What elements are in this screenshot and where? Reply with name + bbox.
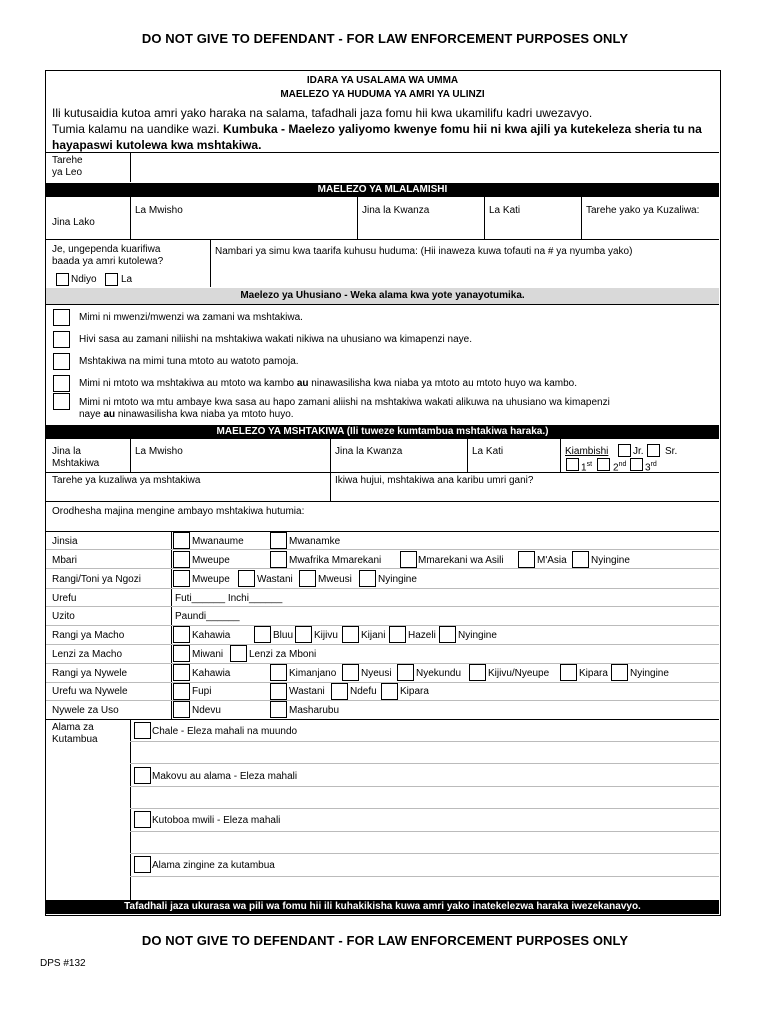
eye-gray-label: Kijivu [314,630,338,641]
hair-red-checkbox[interactable] [397,664,414,681]
complainant-first-name-field[interactable]: Jina la Kwanza [362,205,430,216]
tattoo-description-field[interactable] [132,743,717,763]
skin-other-checkbox[interactable] [359,570,376,587]
service-title: MAELEZO YA HUDUMA YA AMRI YA ULINZI [280,89,485,100]
race-african-american-label: Mwafrika Mmarekani [289,555,382,566]
eye-green-label: Kijani [361,630,386,641]
race-other-label: Nyingine [591,555,630,566]
complainant-section-title: MAELEZO YA MLALAMISHI [46,183,719,197]
eye-brown-checkbox[interactable] [173,626,190,643]
tattoo-checkbox[interactable] [134,722,151,739]
skin-label: Rangi/Toni ya Ngozi [52,574,141,585]
weight-label: Uzito [52,611,75,622]
eye-color-label: Rangi ya Macho [52,630,125,641]
hair-short-checkbox[interactable] [173,683,190,700]
hair-long-checkbox[interactable] [331,683,348,700]
intro-note: Kumbuka - Maelezo yaliyomo kwenye fomu hii ni kwa ajili ya kutekeleza sheria tu na hayapaswi kutolewa kwa mshtakiwa. [52,122,702,152]
contacts-checkbox[interactable] [230,645,247,662]
rel-spouse-label: Mimi ni mwenzi/mwenzi wa zamani wa mshtakiwa. [79,312,303,323]
hair-red-label: Nyekundu [416,668,462,679]
rel-lived-together-checkbox[interactable] [53,331,70,348]
hair-color-label: Rangi ya Nywele [52,668,128,679]
piercing-label: Kutoboa mwili - Eleza mahali [152,815,281,826]
hair-black-checkbox[interactable] [342,664,359,681]
race-white-checkbox[interactable] [173,551,190,568]
eye-other-label: Nyingine [458,630,497,641]
defendant-age-field[interactable]: Ikiwa hujui, mshtakiwa ana karibu umri gani? [335,475,534,486]
race-label: Mbari [52,555,78,566]
skin-medium-checkbox[interactable] [238,570,255,587]
glasses-checkbox[interactable] [173,645,190,662]
eye-green-checkbox[interactable] [342,626,359,643]
rel-child-of-defendant-checkbox[interactable] [53,375,70,392]
gender-label: Jinsia [52,536,78,547]
eye-hazel-checkbox[interactable] [389,626,406,643]
defendant-section-title: MAELEZO YA MSHTAKIWA (Ili tuweze kumtambua mshtakiwa haraka.) [46,425,719,439]
suffix-label: Kiambishi [565,446,609,457]
scars-description-field[interactable] [132,788,717,808]
other-marks-label: Alama zingine za kutambua [152,860,275,871]
intro-text-1: Ili kutusaidia kutoa amri yako haraka na salama, tafadhali jaza fomu hii kwa ukamilifu kadri uwezavyo. [52,106,593,120]
gender-male-checkbox[interactable] [173,532,190,549]
race-asian-label: M'Asia [537,555,567,566]
aliases-field[interactable]: Orodhesha majina mengine ambayo mshtakiwa hutumia: [52,506,305,517]
notify-no-label: La [121,274,133,285]
hair-blond-label: Kimanjano [289,668,337,679]
skin-light-checkbox[interactable] [173,570,190,587]
rel-child-in-common-label: Mshtakiwa na mimi tuna mtoto au watoto pamoja. [79,356,299,367]
race-white-label: Mweupe [192,555,230,566]
facial-hair-label: Nywele za Uso [52,705,119,716]
piercing-description-field[interactable] [132,833,717,853]
suffix-jr-checkbox[interactable] [618,444,631,457]
rel-spouse-checkbox[interactable] [53,309,70,326]
suffix-first-label: 1st [581,461,593,474]
gender-female-checkbox[interactable] [270,532,287,549]
race-asian-checkbox[interactable] [518,551,535,568]
hair-bald-checkbox[interactable] [560,664,577,681]
notify-no-checkbox[interactable] [105,273,118,286]
rel-child-of-defendant-label: Mimi ni mtoto wa mshtakiwa au mtoto wa kambo au ninawasilisha kwa niaba ya mtoto au mtoto huyo wa kambo. [79,378,578,389]
hair-blond-checkbox[interactable] [270,664,287,681]
suffix-second-label: 2nd [613,461,627,474]
rel-child-of-partner-checkbox[interactable] [53,393,70,410]
glasses-label: Miwani [192,649,224,660]
identifying-marks-label: Alama za Kutambua [52,722,98,745]
form [45,70,721,916]
rel-child-in-common-checkbox[interactable] [53,353,70,370]
phone-field[interactable]: Nambari ya simu kwa taarifa kuhusu huduma: (Hii inaweza kuwa tofauti na # ya nyumba yako) [215,246,633,257]
date-today-field[interactable] [132,154,717,180]
tattoo-label: Chale - Eleza mahali na muundo [152,726,298,737]
height-label: Urefu [52,593,77,604]
eye-gray-checkbox[interactable] [295,626,312,643]
skin-dark-checkbox[interactable] [299,570,316,587]
height-field[interactable]: Futi______ Inchi______ [175,593,283,604]
suffix-third-checkbox[interactable] [630,458,643,471]
race-african-american-checkbox[interactable] [270,551,287,568]
weight-field[interactable]: Paundi______ [175,611,240,622]
notify-yes-checkbox[interactable] [56,273,69,286]
defendant-middle-name-field[interactable]: La Kati [472,446,504,457]
eye-other-checkbox[interactable] [439,626,456,643]
defendant-last-name-field[interactable]: La Mwisho [135,446,183,457]
complainant-dob-field[interactable]: Tarehe yako ya Kuzaliwa: [586,205,700,216]
notify-label: Je, ungependa kuarifiwa baada ya amri kutolewa? [52,244,164,267]
department-title: IDARA YA USALAMA WA UMMA [306,75,459,86]
intro-instruction: Tumia kalamu na uandike wazi. [52,122,223,136]
mustache-checkbox[interactable] [270,701,287,718]
skin-other-label: Nyingine [378,574,417,585]
mustache-label: Masharubu [289,705,340,716]
hair-bald-label: Kipara [579,668,608,679]
complainant-middle-name-field[interactable]: La Kati [489,205,521,216]
date-label: Tarehe ya Leo [52,155,83,178]
bottom-banner: DO NOT GIVE TO DEFENDANT - FOR LAW ENFORCEMENT PURPOSES ONLY [141,933,629,948]
complainant-last-name-field[interactable]: La Mwisho [135,205,183,216]
eye-blue-label: Bluu [273,630,294,641]
skin-medium-label: Wastani [257,574,293,585]
your-name-label: Jina Lako [52,217,95,228]
contacts-label: Lenzi za Mboni [249,649,317,660]
eye-blue-checkbox[interactable] [254,626,271,643]
beard-checkbox[interactable] [173,701,190,718]
hair-gray-white-checkbox[interactable] [469,664,486,681]
suffix-first-checkbox[interactable] [566,458,579,471]
hair-long-label: Ndefu [350,686,377,697]
skin-light-label: Mweupe [192,574,230,585]
suffix-sr-label: Sr. [665,446,678,457]
defendant-name-label: Jina la Mshtakiwa [52,446,100,469]
top-banner: DO NOT GIVE TO DEFENDANT - FOR LAW ENFORCEMENT PURPOSES ONLY [141,31,629,46]
scars-checkbox[interactable] [134,767,151,784]
gender-male-label: Mwanaume [192,536,244,547]
rel-child-of-partner-label: Mimi ni mtoto wa mtu ambaye kwa sasa au hapo zamani aliishi na mshtakiwa wakati alikuwa na uhusiano wa kimapenzi naye au ninawasilisha kwa niaba ya mtoto huyo. [79,397,610,420]
other-marks-checkbox[interactable] [134,856,151,873]
hair-other-checkbox[interactable] [611,664,628,681]
beard-label: Ndevu [192,705,221,716]
race-other-checkbox[interactable] [572,551,589,568]
hair-brown-checkbox[interactable] [173,664,190,681]
hair-black-label: Nyeusi [361,668,392,679]
relationship-section-title: Maelezo ya Uhusiano - Weka alama kwa yote yanayotumika. [46,288,719,304]
notify-yes-label: Ndiyo [71,274,97,285]
eye-hazel-label: Hazeli [408,630,436,641]
eyewear-label: Lenzi za Macho [52,649,123,660]
footer-bar: Tafadhali jaza ukurasa wa pili wa fomu hii ili kuhakikisha kuwa amri yako inatekelezwa haraka iwezekanavyo. [46,900,719,914]
intro-text-2 [52,121,717,153]
form-number: DPS #132 [40,958,86,969]
race-native-american-label: Mmarekani wa Asili [418,555,504,566]
eye-brown-label: Kahawia [192,630,231,641]
hair-bald-length-label: Kipara [400,686,429,697]
defendant-first-name-field[interactable]: Jina la Kwanza [335,446,403,457]
suffix-third-label: 3rd [645,461,657,474]
other-marks-description-field[interactable] [132,878,717,898]
rel-lived-together-label: Hivi sasa au zamani niliishi na mshtakiwa wakati nikiwa na uhusiano wa kimapenzi naye. [79,334,472,345]
gender-female-label: Mwanamke [289,536,341,547]
skin-dark-label: Mweusi [318,574,352,585]
defendant-dob-field[interactable]: Tarehe ya kuzaliwa ya mshtakiwa [52,475,201,486]
hair-other-label: Nyingine [630,668,669,679]
hair-medium-checkbox[interactable] [270,683,287,700]
suffix-sr-checkbox[interactable] [647,444,660,457]
hair-short-label: Fupi [192,686,212,697]
scars-label: Makovu au alama - Eleza mahali [152,771,298,782]
piercing-checkbox[interactable] [134,811,151,828]
hair-medium-label: Wastani [289,686,325,697]
hair-brown-label: Kahawia [192,668,231,679]
hair-gray-white-label: Kijivu/Nyeupe [488,668,550,679]
race-native-american-checkbox[interactable] [400,551,417,568]
suffix-jr-label: Jr. [633,446,644,457]
hair-length-label: Urefu wa Nywele [52,686,128,697]
suffix-second-checkbox[interactable] [597,458,610,471]
hair-bald-length-checkbox[interactable] [381,683,398,700]
